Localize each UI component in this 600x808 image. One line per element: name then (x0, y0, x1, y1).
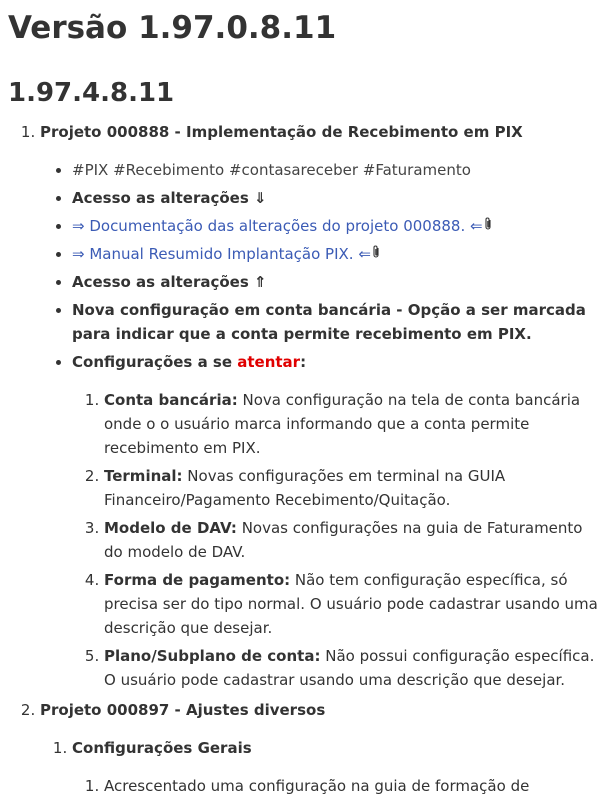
documentation-link-text: ⇒ Documentação das alterações do projeto 000888. ⇐ (72, 217, 483, 235)
paperclip-icon (371, 245, 381, 259)
access-up-label: Acesso as alterações ⇑ (72, 273, 267, 291)
config-item (104, 464, 600, 512)
config-item (104, 388, 600, 460)
config-text: Novas configurações em terminal na GUIA Financeiro/Pagamento Recebimento/Quitação. (104, 467, 506, 509)
project-title: Projeto 000888 - Implementação de Recebimento em PIX (40, 123, 523, 141)
access-down-label: Acesso as alterações ⇓ (72, 189, 267, 207)
config-label: Plano/Subplano de conta: (104, 647, 321, 665)
project-item (40, 698, 600, 798)
manual-link-item (72, 242, 600, 266)
config-item (104, 516, 600, 564)
config-item (104, 568, 600, 640)
config-list (72, 388, 600, 692)
configs-prefix: Configurações a se (72, 353, 238, 371)
manual-link[interactable] (72, 245, 381, 263)
subsection-entry (104, 774, 600, 798)
new-config-text: Nova configuração em conta bancária - Opção a ser marcada para indicar que a conta permite recebimento em PIX. (72, 301, 586, 343)
configs-suffix: : (300, 353, 307, 371)
config-label: Terminal: (104, 467, 183, 485)
subsection-item (72, 736, 600, 798)
access-up-item (72, 270, 600, 294)
subversion-heading: 1.97.4.8.11 (8, 78, 175, 108)
project-subsections (40, 736, 600, 798)
tags-text: #PIX #Recebimento #contasareceber #Faturamento (72, 161, 471, 179)
doc-link-item (72, 214, 600, 238)
version-heading: Versão 1.97.0.8.11 (8, 10, 337, 46)
subsection-entry-text: Acrescentado uma configuração na guia de formação de (104, 777, 530, 795)
documentation-link[interactable] (72, 217, 493, 235)
paperclip-icon (483, 217, 493, 231)
config-text: Nova configuração na tela de conta bancária onde o o usuário marca informando que a conta permite recebimento em PIX. (104, 391, 581, 457)
config-label: Forma de pagamento: (104, 571, 291, 589)
document-page (0, 8, 600, 798)
config-label: Modelo de DAV: (104, 519, 237, 537)
configs-item (72, 350, 600, 692)
new-config-item (72, 298, 600, 346)
configs-highlight: atentar (237, 353, 301, 371)
manual-link-text: ⇒ Manual Resumido Implantação PIX. ⇐ (72, 245, 371, 263)
project-item (40, 120, 600, 692)
config-item (104, 644, 600, 692)
config-text: Não possui configuração específica. O usuário pode cadastrar usando uma descrição que desejar. (104, 647, 595, 689)
config-label: Conta bancária: (104, 391, 238, 409)
project-title: Projeto 000897 - Ajustes diversos (40, 701, 326, 719)
access-down-item (72, 186, 600, 210)
config-text: Novas configurações na guia de Faturamento do modelo de DAV. (104, 519, 583, 561)
config-text: Não tem configuração específica, só precisa ser do tipo normal. O usuário pode cadastrar usando uma descrição que desejar. (104, 571, 598, 637)
subsection-title: Configurações Gerais (72, 739, 252, 757)
project-details (40, 158, 600, 692)
subsection-list (72, 774, 600, 798)
tags-item (72, 158, 600, 182)
project-list (8, 120, 600, 798)
